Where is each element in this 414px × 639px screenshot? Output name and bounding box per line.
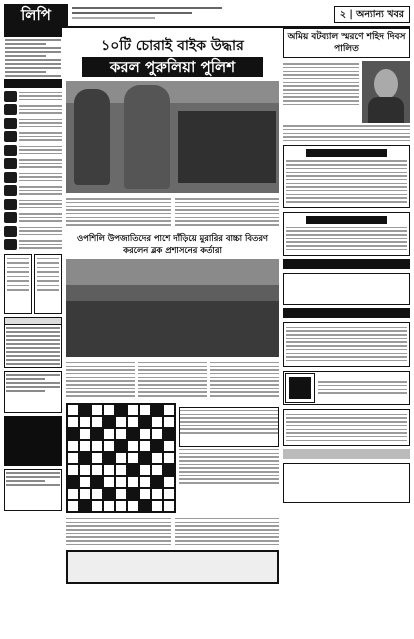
school-advertisement bbox=[283, 463, 410, 503]
horoscope-list bbox=[4, 90, 62, 251]
page-heading: ২ | অন্যান্য খবর bbox=[334, 6, 410, 23]
lead-headline-second-line: করল পুরুলিয়া পুলিশ bbox=[82, 57, 263, 77]
zodiac-icon bbox=[4, 118, 17, 129]
masthead bbox=[4, 4, 410, 28]
crossword-section bbox=[66, 403, 279, 513]
admission-notice bbox=[283, 145, 410, 207]
second-photo bbox=[66, 259, 279, 357]
hospital-advertisement bbox=[283, 212, 410, 256]
horoscope-item bbox=[4, 144, 62, 156]
qr-code-icon bbox=[286, 374, 314, 402]
zodiac-icon bbox=[4, 226, 17, 237]
sidebar-info-box bbox=[4, 254, 32, 314]
horoscope-item bbox=[4, 212, 62, 224]
right-story-body bbox=[283, 125, 410, 141]
sidebar-info-boxes bbox=[4, 254, 62, 314]
newspaper-logo: লিপি bbox=[4, 4, 68, 26]
horoscope-item bbox=[4, 171, 62, 183]
zodiac-icon bbox=[4, 145, 17, 156]
advertisement-strip bbox=[283, 259, 410, 269]
zodiac-icon bbox=[4, 185, 17, 196]
zodiac-icon bbox=[4, 199, 17, 210]
classified-box bbox=[283, 409, 410, 447]
phone-strip bbox=[283, 308, 410, 318]
horoscope-item bbox=[4, 198, 62, 210]
zodiac-icon bbox=[4, 158, 17, 169]
second-headline: ওপশিলি উপজাতিদের পাশে দাঁড়িয়ে মুরারির বাচ্চা বিতরণ করলেন ব্লক প্রশাসনের কর্তারা bbox=[77, 232, 268, 255]
lead-story-body bbox=[66, 196, 279, 228]
zodiac-icon bbox=[4, 212, 17, 223]
center-column bbox=[66, 28, 279, 635]
advertisement-strip bbox=[283, 449, 410, 459]
horoscope-item bbox=[4, 104, 62, 116]
horoscope-header bbox=[4, 79, 62, 88]
crossword-clues bbox=[179, 449, 279, 484]
zodiac-icon bbox=[4, 91, 17, 102]
classified-box bbox=[283, 322, 410, 367]
bottom-advertisement bbox=[66, 550, 279, 584]
sidebar-advertisement-dark bbox=[4, 416, 62, 466]
sidebar-section-header bbox=[4, 28, 62, 37]
doctor-listing bbox=[179, 403, 279, 513]
sidebar-text-block bbox=[4, 39, 62, 77]
zodiac-icon bbox=[4, 172, 17, 183]
left-sidebar bbox=[4, 28, 62, 635]
right-headline: অমিয় বটব্যাল স্মরণে শহিদ দিবস পালিত bbox=[283, 28, 410, 58]
second-story-body bbox=[66, 360, 279, 399]
horoscope-item bbox=[4, 117, 62, 129]
doctor-advertisement-box bbox=[283, 371, 410, 405]
crossword-clue-columns bbox=[66, 516, 279, 548]
horoscope-item bbox=[4, 225, 62, 237]
horoscope-item bbox=[4, 90, 62, 102]
horoscope-item bbox=[4, 185, 62, 197]
zodiac-icon bbox=[4, 131, 17, 142]
horoscope-item bbox=[4, 239, 62, 251]
portrait-photo bbox=[362, 61, 410, 123]
lead-headline: ১০টি চোরাই বাইক উদ্ধার bbox=[101, 38, 244, 54]
sidebar-advertisement bbox=[4, 371, 62, 413]
name-change-notice bbox=[4, 317, 62, 368]
advertisement-box bbox=[283, 273, 410, 305]
masthead-dateline bbox=[72, 5, 222, 25]
sidebar-advertisement bbox=[4, 469, 62, 511]
sidebar-info-box bbox=[34, 254, 62, 314]
right-column bbox=[283, 28, 410, 635]
zodiac-icon bbox=[4, 239, 17, 250]
zodiac-icon bbox=[4, 104, 17, 115]
crossword-grid bbox=[66, 403, 176, 513]
horoscope-item bbox=[4, 158, 62, 170]
horoscope-item bbox=[4, 131, 62, 143]
right-story bbox=[283, 61, 410, 123]
doctor-advertisement bbox=[179, 407, 279, 447]
lead-photo bbox=[66, 81, 279, 193]
